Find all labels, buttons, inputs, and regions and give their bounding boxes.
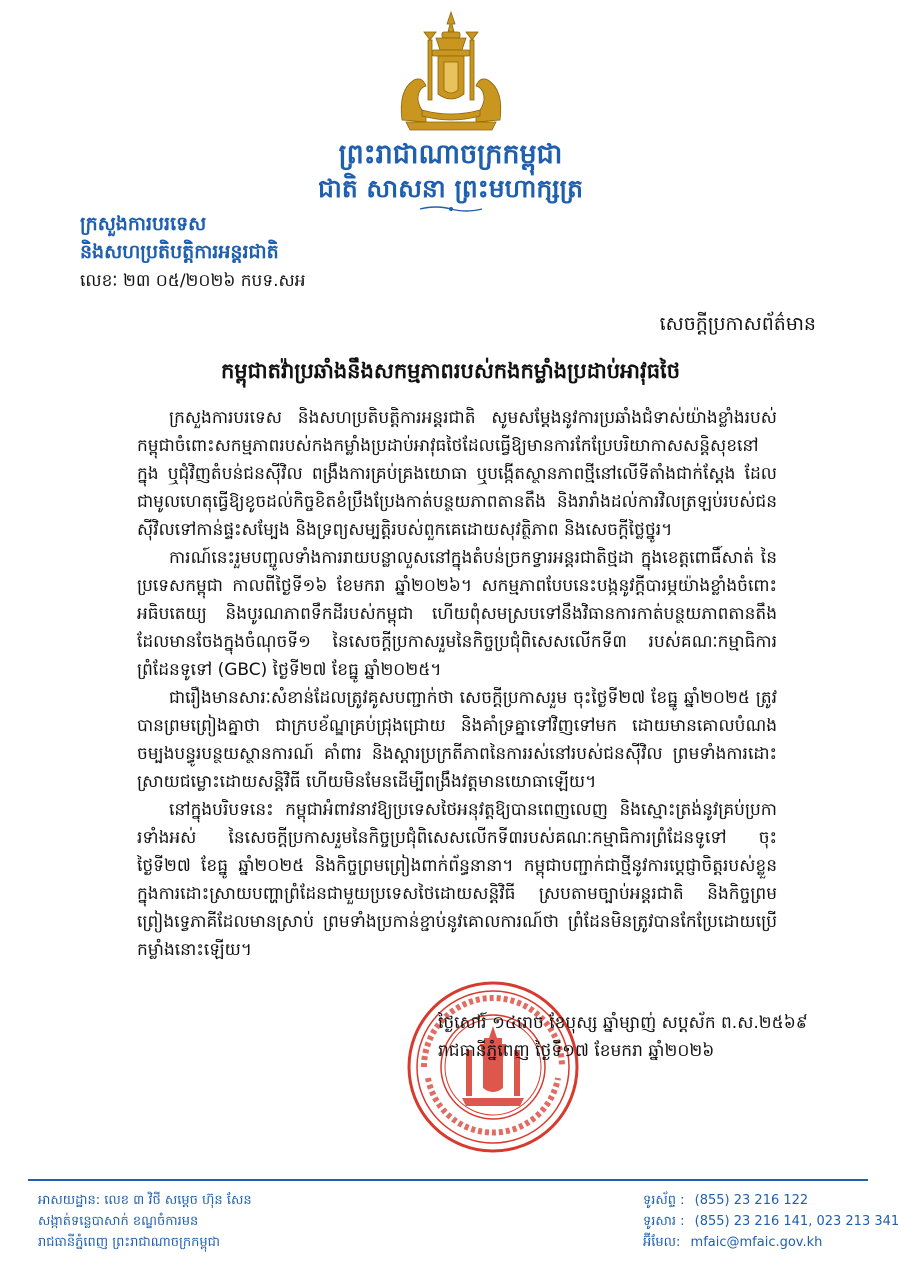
- royal-emblem-icon: [392, 10, 510, 134]
- phone-row: [643, 1190, 899, 1211]
- email-row: [643, 1232, 899, 1253]
- fax-label: ទូរសារ :: [643, 1214, 685, 1229]
- fax-row: [643, 1211, 899, 1232]
- national-motto: ជាតិ សាសនា ព្រះមហាក្សត្រ: [318, 174, 583, 203]
- address-line: រាជធានីភ្នំពេញ ព្រះរាជាណាចក្រកម្ពុជា: [38, 1235, 220, 1250]
- kingdom-title: ព្រះរាជាណាចក្រកម្ពុជា: [338, 139, 563, 170]
- footer-address: [38, 1190, 252, 1253]
- phone-number: (855) 23 216 122: [694, 1193, 809, 1208]
- paragraph: នៅក្នុងបរិបទនេះ កម្ពុជាអំពាវនាវឱ្យប្រទេសថៃអនុវត្តឱ្យបានពេញលេញ និងស្មោះត្រង់នូវគ្រប់ប្រការទាំងអស់ នៃសេចក្តីប្រកាសរួមនៃកិច្ចប្រជុំពិសេសលើកទី៣របស់គណៈកម្មាធិការព្រំដែនទូទៅ ចុះថ្ងៃទី២៧ ខែធ្នូ ឆ្នាំ២០២៥ និងកិច្ចព្រមព្រៀងពាក់ព័ន្ធនានា។ កម្ពុជាបញ្ជាក់ជាថ្មីនូវការប្តេជ្ញាចិត្តរបស់ខ្លួន ក្នុងការដោះស្រាយបញ្ហាព្រំដែនជាមួយប្រទេសថៃដោយសន្តិវិធី ស្របតាមច្បាប់អន្តរជាតិ និងកិច្ចព្រមព្រៀងទ្វេភាគីដែលមានស្រាប់ ព្រមទាំងប្រកាន់ខ្ជាប់នូវគោលការណ៍ថា ព្រំដែនមិនត្រូវបានកែប្រែដោយប្រើកម្លាំងនោះឡើយ។: [137, 800, 777, 960]
- paragraph: ការណ៍នេះរួមបញ្ចូលទាំងការរាយបន្លាលួសនៅក្នុងតំបន់ច្រកទ្វារអន្តរជាតិថ្មដា ក្នុងខេត្តពោធិ៍សាត់ នៃប្រទេសកម្ពុជា កាលពីថ្ងៃទី១៦ ខែមករា ឆ្នាំ២០២៦។ សកម្មភាពបែបនេះបង្កនូវក្តីបារម្ភយ៉ាងខ្លាំងចំពោះអធិបតេយ្យ និងបូរណភាពទឹកដីរបស់កម្ពុជា ហើយពុំសមស្របទៅនឹងវិធានការកាត់បន្ថយភាពតានតឹង ដែលមានចែងក្នុងចំណុចទី១ នៃសេចក្តីប្រកាសរួមនៃកិច្ចប្រជុំពិសេសលើកទី៣ របស់គណៈកម្មាធិការព្រំដែនទូទៅ (GBC) ថ្ងៃទី២៧ ខែធ្នូ ឆ្នាំ២០២៥។: [137, 548, 777, 680]
- ministry-name-line1: ក្រសួងការបរទេស: [80, 213, 207, 235]
- paragraph: ជារឿងមានសារៈសំខាន់ដែលត្រូវគូសបញ្ជាក់ថា សេចក្តីប្រកាសរួម ចុះថ្ងៃទី២៧ ខែធ្នូ ឆ្នាំ២០២៥ ត្រូវបានព្រមព្រៀងគ្នាថា ជាក្របខ័ណ្ឌគ្រប់ជ្រុងជ្រោយ និងគាំទ្រគ្នាទៅវិញទៅមក ដោយមានគោលបំណងចម្បងបន្ធូរបន្ថយស្ថានការណ៍ គាំពារ និងស្តារប្រក្រតីភាពនៃការរស់នៅរបស់ជនស៊ីវិល ព្រមទាំងការដោះស្រាយជម្លោះដោយសន្តិវិធី ហើយមិនមែនដើម្បីពង្រឹងវត្តមានយោធាឡើយ។: [137, 688, 777, 792]
- ornament-divider-icon: [418, 204, 484, 214]
- reference-number: លេខៈ ២៣ ០៥/២០២៦ កបទ.សអ: [80, 271, 306, 291]
- official-seal-icon: [404, 978, 582, 1156]
- phone-label: ទូរស័ព្ទ :: [643, 1193, 685, 1208]
- document-body: [137, 404, 777, 964]
- paragraph: ក្រសួងការបរទេស និងសហប្រតិបត្តិការអន្តរជាតិ សូមសម្តែងនូវការប្រឆាំងជំទាស់យ៉ាងខ្លាំងរបស់កម្ពុជាចំពោះសកម្មភាពរបស់កងកម្លាំងប្រដាប់អាវុធថៃដែលធ្វើឱ្យមានការកែប្រែបរិយាកាសសន្តិសុខនៅក្នុង ឬជុំវិញតំបន់ជនស៊ីវិល ពង្រឹងការគ្រប់គ្រងយោធា ឬបង្កើតស្ថានភាពថ្មីនៅលើទីតាំងជាក់ស្តែង ដែលជាមូលហេតុធ្វើឱ្យខូចដល់កិច្ចខិតខំប្រឹងប្រែងកាត់បន្ថយភាពតានតឹង និងរារាំងដល់ការវិលត្រឡប់របស់ជនស៊ីវិលទៅកាន់ផ្ទះសម្បែង និងទ្រព្យសម្បត្តិរបស់ពួកគេដោយសុវត្ថិភាព និងសេចក្តីថ្លៃថ្នូរ។: [137, 408, 777, 540]
- footer-contacts: [643, 1190, 899, 1253]
- document-type: សេចក្តីប្រកាសព័ត៌មាន: [659, 313, 816, 335]
- date-solar: រាជធានីភ្នំពេញ ថ្ងៃទី១៧ ខែមករា ឆ្នាំ២០២៦: [438, 1041, 715, 1061]
- address-line: សង្កាត់ទន្លេបាសាក់ ខណ្ឌចំការមន: [38, 1214, 199, 1229]
- email-address[interactable]: mfaic@mfaic.gov.kh: [690, 1235, 823, 1250]
- ministry-name-line2: និងសហប្រតិបត្តិការអន្តរជាតិ: [80, 241, 279, 263]
- fax-number: (855) 23 216 141, 023 213 341: [694, 1214, 900, 1229]
- address-line: អាសយដ្ឋាន: លេខ ៣ វិថី សម្តេច ហ៊ុន សែន: [38, 1193, 252, 1208]
- document-title: កម្ពុជាតវ៉ាប្រឆាំងនឹងសកម្មភាពរបស់កងកម្លាំងប្រដាប់អាវុធថៃ: [220, 359, 681, 383]
- date-lunar: ថ្ងៃសៅរ៍ ១៤រោច ខែបុស្ស ឆ្នាំម្សាញ់ សប្តស័ក ព.ស.២៥៦៩: [438, 1013, 808, 1033]
- email-label: អ៊ីមែល:: [643, 1235, 681, 1250]
- footer-divider: [28, 1179, 868, 1181]
